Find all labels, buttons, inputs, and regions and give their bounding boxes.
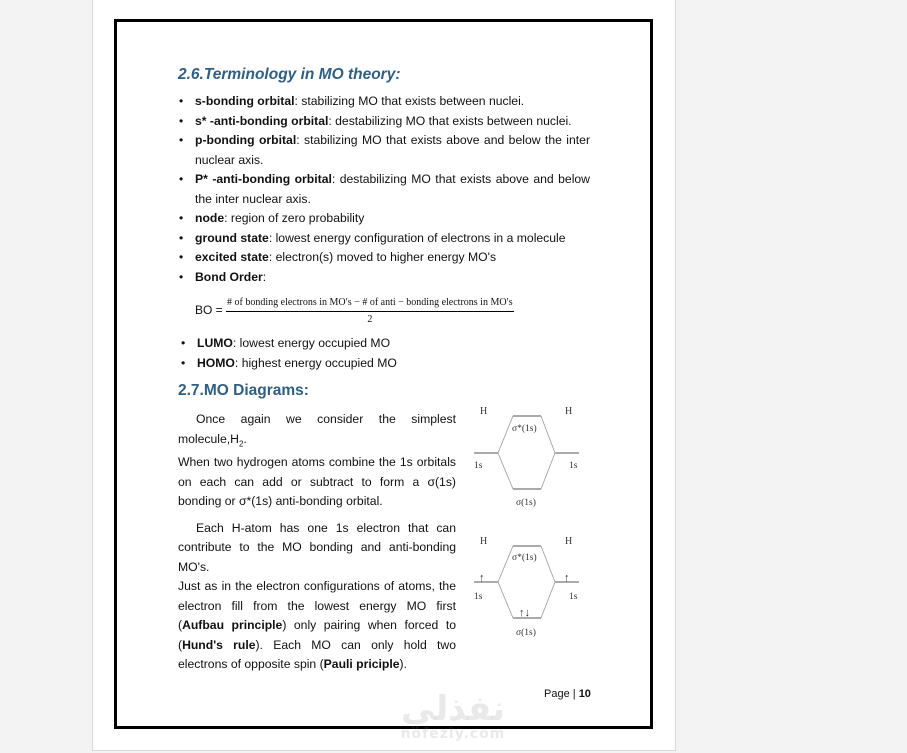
list-item: • excited state: electron(s) moved to higher energy MO's: [195, 248, 590, 268]
mo-diagram-h2-filled: [470, 530, 585, 642]
mo-diagram-h2-empty: [470, 400, 585, 512]
atom-label-right: H: [565, 406, 573, 417]
bond-order-fraction: [226, 297, 514, 326]
electron-up-right: ↑: [564, 572, 570, 584]
atom-label-left: H: [480, 406, 488, 417]
mo-diagrams-text: [178, 410, 456, 675]
connector: [541, 453, 555, 489]
electron-pair: ↑↓: [519, 607, 530, 619]
paragraph: Just as in the electron configurations of atoms, the electron fill from the lowest energy MO first (Aufbau principle) only pairing when forced to (Hund's rule). Each MO can only hold two electrons of opposite spin (Pauli priciple).: [178, 579, 456, 672]
list-item: • Bond Order:: [195, 268, 590, 288]
terminology-list: [178, 92, 590, 287]
ao-label-left: 1s: [474, 592, 483, 602]
paragraph: Once again we consider the simplest $molecule,H_2$.: [178, 412, 456, 448]
paragraph: When two hydrogen atoms combine the 1s orbitals on each can add or subtract to form a σ(1s) bonding or σ*(1s) anti-bonding orbital.: [178, 455, 456, 509]
connector: [498, 453, 513, 489]
page-number-footer: Page | 10: [544, 688, 591, 700]
ao-label-left: 1s: [474, 461, 483, 471]
list-item: • node: region of zero probability: [195, 209, 590, 229]
connector: [541, 416, 555, 453]
bond-order-numerator: # of bonding electrons in MO′s − # of anti − bonding electrons in MO′s: [226, 297, 514, 312]
page-label: Page: [544, 688, 570, 700]
connector: [541, 546, 555, 582]
bond-order-formula: [195, 292, 590, 330]
section-heading-terminology: 2.6.Terminology in MO theory:: [178, 66, 401, 83]
bonding-label: σ(1s): [516, 498, 536, 508]
connector: [498, 416, 513, 453]
connector: [541, 582, 555, 618]
atom-label-right: H: [565, 536, 573, 547]
list-item: • s* -anti-bonding orbital: destabilizing MO that exists between nuclei.: [195, 112, 590, 132]
list-item: • p-bonding orbital: stabilizing MO that exists above and below the inter nuclear axis.: [195, 131, 590, 170]
bond-order-prefix: BO =: [195, 303, 227, 318]
connector: [498, 546, 513, 582]
paragraph: Each H-atom has one 1s electron that can contribute to the MO bonding and anti-bonding MO's.: [178, 520, 456, 574]
bond-order-denominator: 2: [367, 313, 373, 325]
watermark-latin: nofezly.com: [400, 726, 506, 742]
watermark-arabic: نفذلي: [400, 689, 506, 729]
list-item: • ground state: lowest energy configuration of electrons in a molecule: [195, 229, 590, 249]
connector: [498, 582, 513, 618]
list-item: • LUMO: lowest energy occupied MO: [197, 334, 590, 354]
electron-up-left: ↑: [479, 572, 485, 584]
list-item: • HOMO: highest energy occupied MO: [197, 354, 590, 374]
bonding-label: σ(1s): [516, 628, 536, 638]
antibonding-label: σ*(1s): [512, 553, 537, 563]
list-item: • P* -anti-bonding orbital: destabilizing MO that exists above and below the inter nuclear axis.: [195, 170, 590, 209]
atom-label-left: H: [480, 536, 488, 547]
list-item: • s-bonding orbital: stabilizing MO that exists between nuclei.: [195, 92, 590, 112]
watermark-logo: [398, 689, 508, 742]
antibonding-label: σ*(1s): [512, 424, 537, 434]
section-heading-mo-diagrams: 2.7.MO Diagrams:: [178, 382, 309, 399]
homo-lumo-list: [178, 334, 590, 373]
ao-label-right: 1s: [569, 592, 578, 602]
page-number: 10: [578, 688, 591, 700]
ao-label-right: 1s: [569, 461, 578, 471]
